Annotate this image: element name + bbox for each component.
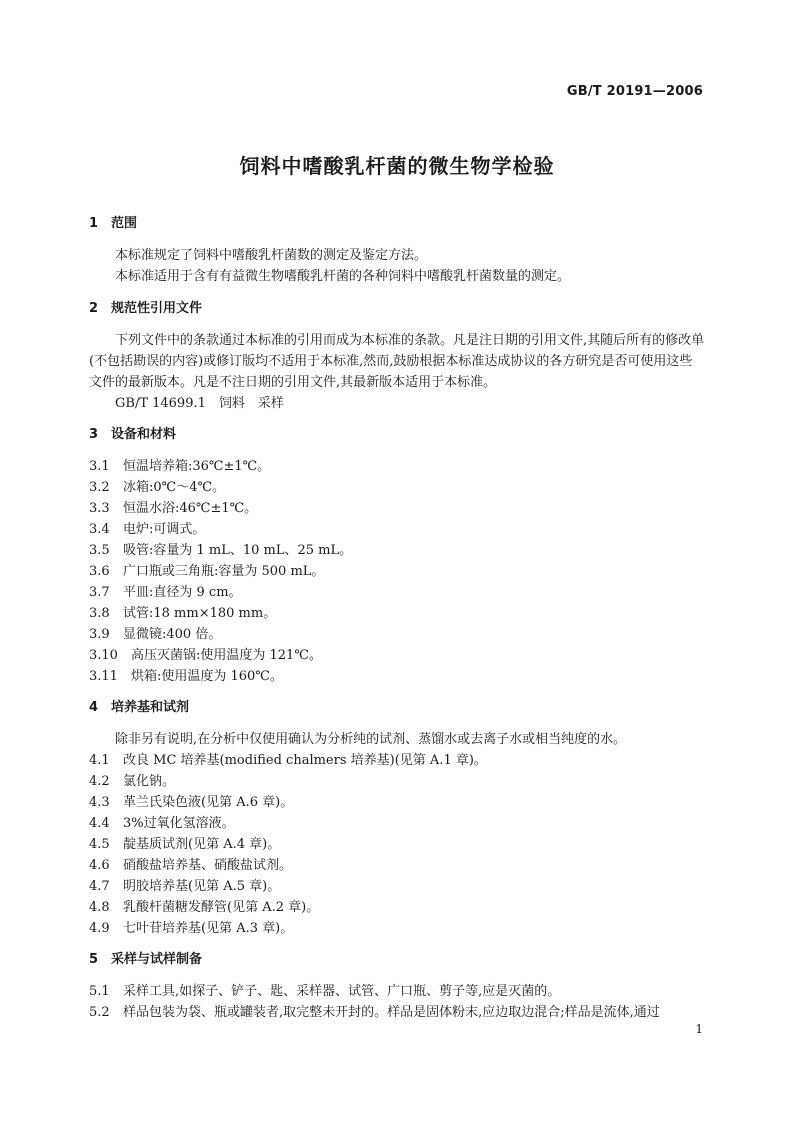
- list-item: 3.9 显微镜:400 倍。: [89, 627, 222, 642]
- list-item: 4.7 明胶培养基(见第 A.5 章)。: [89, 879, 281, 894]
- list-item: 4.5 靛基质试剂(见第 A.4 章)。: [89, 837, 281, 852]
- list-item: 3.1 恒温培养箱:36℃±1℃。: [89, 459, 271, 474]
- list-item: 3.8 试管:18 mm×180 mm。: [89, 606, 277, 621]
- list-item: 5.1 采样工具,如探子、铲子、匙、采样器、试管、广口瓶、剪子等,应是灭菌的。: [89, 984, 561, 999]
- list-item: 3.3 恒温水浴:46℃±1℃。: [89, 501, 258, 516]
- paragraph: 本标准适用于含有有益微生物嗜酸乳杆菌的各种饲料中嗜酸乳杆菌数量的测定。: [115, 269, 571, 284]
- list-item: 3.2 冰箱:0℃～4℃。: [89, 480, 226, 495]
- section-heading-scope: 1 范围: [89, 216, 138, 231]
- list-item: 4.1 改良 MC 培养基(modified chalmers 培养基)(见第 A.1 章)。: [89, 753, 487, 768]
- list-item: 3.7 平皿:直径为 9 cm。: [89, 585, 242, 600]
- document-body: [89, 214, 705, 1023]
- list-item: 3.4 电炉:可调式。: [89, 522, 206, 537]
- section-heading-sampling: 5 采样与试样制备: [89, 952, 203, 967]
- document-title: 饲料中嗜酸乳杆菌的微生物学检验: [239, 154, 555, 178]
- list-item: 4.2 氯化钠。: [89, 774, 176, 789]
- list-item: 4.8 乳酸杆菌糖发酵管(见第 A.2 章)。: [89, 900, 320, 915]
- page-number: 1: [695, 1022, 703, 1036]
- list-item: 3.5 吸管:容量为 1 mL、10 mL、25 mL。: [89, 543, 353, 558]
- standard-code: GB/T 20191—2006: [566, 84, 703, 99]
- section-heading-normative-references: 2 规范性引用文件: [89, 301, 203, 316]
- list-item: 5.2 样品包装为袋、瓶或罐装者,取完整未开封的。样品是固体粉末,应边取边混合;样品是流体,通过: [89, 1005, 660, 1020]
- list-item: 4.4 3%过氧化氢溶液。: [89, 816, 235, 831]
- list-item: 3.11 烘箱:使用温度为 160℃。: [89, 669, 283, 684]
- list-item: 4.9 七叶苷培养基(见第 A.3 章)。: [89, 921, 294, 936]
- reference-document: GB/T 14699.1 饲料 采样: [115, 396, 284, 411]
- list-item: 4.3 革兰氏染色液(见第 A.6 章)。: [89, 795, 294, 810]
- paragraph: 本标准规定了饲料中嗜酸乳杆菌数的测定及鉴定方法。: [115, 248, 428, 263]
- list-item: 4.6 硝酸盐培养基、硝酸盐试剂。: [89, 858, 293, 873]
- list-item: 3.10 高压灭菌锅:使用温度为 121℃。: [89, 648, 322, 663]
- paragraph: 除非另有说明,在分析中仅使用确认为分析纯的试剂、蒸馏水或去离子水或相当纯度的水。: [115, 732, 627, 747]
- paragraph: 下列文件中的条款通过本标准的引用而成为本标准的条款。凡是注日期的引用文件,其随后所有的修改单(不包括勘误的内容)或修订版均不适用于本标准,然而,鼓励根据本标准达成协议的各方研究是否可使用这些文件的最新版本。凡是不注日期的引用文件,其最新版本适用于本标准。: [89, 333, 705, 390]
- section-heading-equipment: 3 设备和材料: [89, 427, 177, 442]
- section-heading-media-reagents: 4 培养基和试剂: [89, 700, 190, 715]
- list-item: 3.6 广口瓶或三角瓶:容量为 500 mL。: [89, 564, 325, 579]
